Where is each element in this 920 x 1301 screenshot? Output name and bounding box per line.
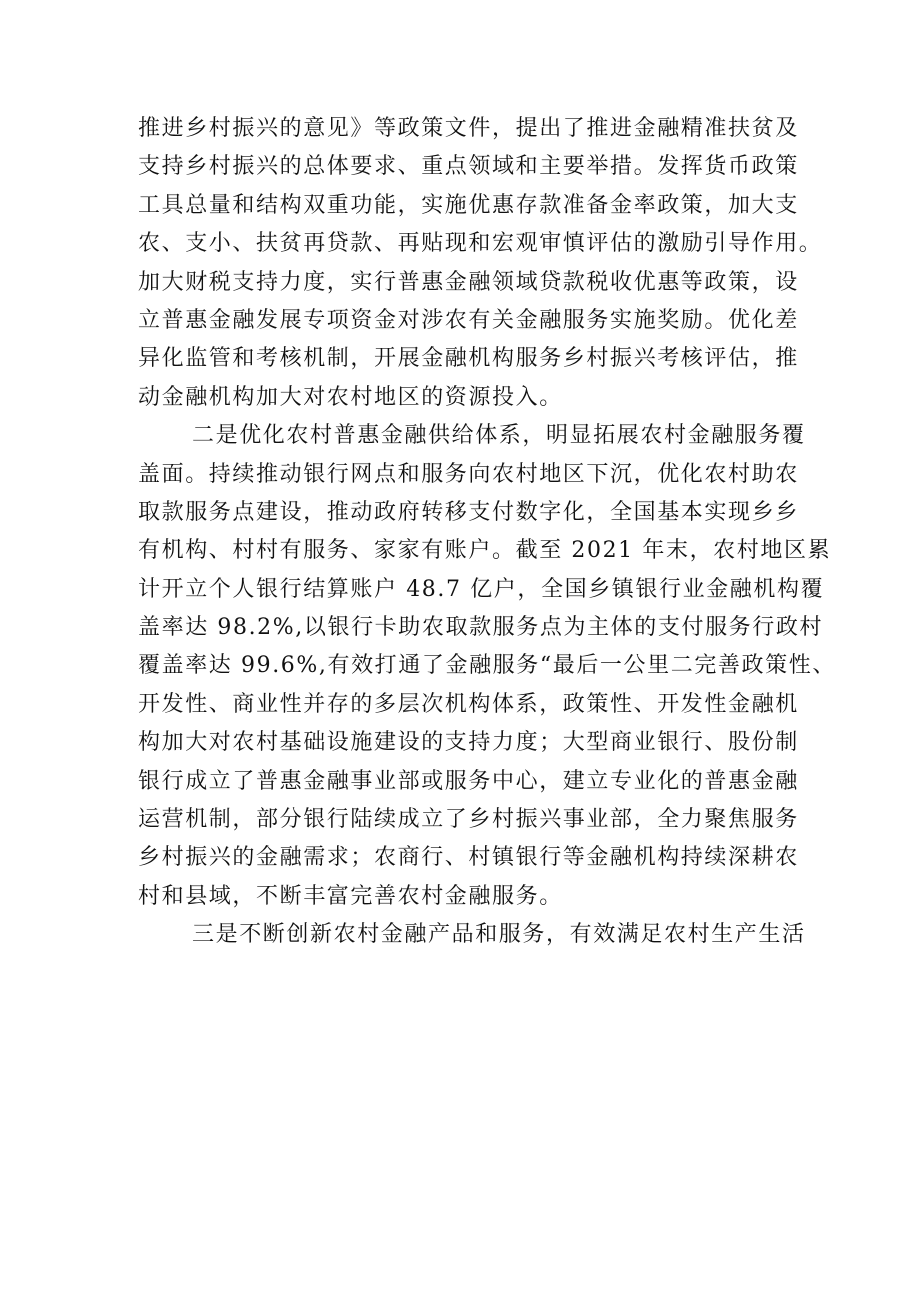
text-line: 盖率达 98.2%,以银行卡助农取款服务点为主体的支付服务行政村 [138, 615, 824, 641]
text-line: 取款服务点建设，推动政府转移支付数字化，全国基本实现乡乡 [138, 499, 799, 525]
text-line: 构加大对农村基础设施建设的支持力度；大型商业银行、股份制 [138, 730, 799, 756]
text-line: 覆盖率达 99.6%,有效打通了金融服务“最后一公里二完善政策性、 [138, 653, 836, 679]
text-line: 立普惠金融发展专项资金对涉农有关金融服务实施奖励。优化差 [138, 307, 799, 333]
text-line: 银行成立了普惠金融事业部或服务中心，建立专业化的普惠金融 [138, 768, 799, 794]
text-line: 盖面。持续推动银行网点和服务向农村地区下沉，优化农村助农 [138, 461, 799, 487]
text-line: 乡村振兴的金融需求；农商行、村镇银行等金融机构持续深耕农 [138, 845, 799, 871]
text-line: 工具总量和结构双重功能，实施优惠存款准备金率政策，加大支 [138, 192, 799, 218]
text-line: 推进乡村振兴的意见》等政策文件，提出了推进金融精准扶贫及 [138, 116, 799, 141]
text-line: 加大财税支持力度，实行普惠金融领域贷款税收优惠等政策，设 [138, 269, 799, 295]
body-text [138, 110, 836, 955]
text-line: 动金融机构加大对农村地区的资源投入。 [138, 384, 563, 410]
text-line: 异化监管和考核机制，开展金融机构服务乡村振兴考核评估，推 [138, 346, 799, 372]
text-line: 开发性、商业性并存的多层次机构体系，政策性、开发性金融机 [138, 691, 799, 717]
text-line: 村和县域，不断丰富完善农村金融服务。 [138, 883, 563, 909]
text-line: 有机构、村村有服务、家家有账户。截至 2021 年末，农村地区累 [138, 538, 832, 564]
text-line: 农、支小、扶贫再贷款、再贴现和宏观审慎评估的激励引导作用。 [138, 231, 823, 257]
text-line: 支持乡村振兴的总体要求、重点领域和主要举措。发挥货币政策 [138, 154, 799, 180]
paragraph-first-line: 三是不断创新农村金融产品和服务，有效满足农村生产生活 [192, 922, 806, 948]
text-line: 运营机制，部分银行陆续成立了乡村振兴事业部，全力聚焦服务 [138, 807, 799, 833]
paragraph-first-line: 二是优化农村普惠金融供给体系，明显拓展农村金融服务覆 [192, 423, 806, 449]
text-line: 计开立个人银行结算账户 48.7 亿户，全国乡镇银行业金融机构覆 [138, 576, 825, 602]
